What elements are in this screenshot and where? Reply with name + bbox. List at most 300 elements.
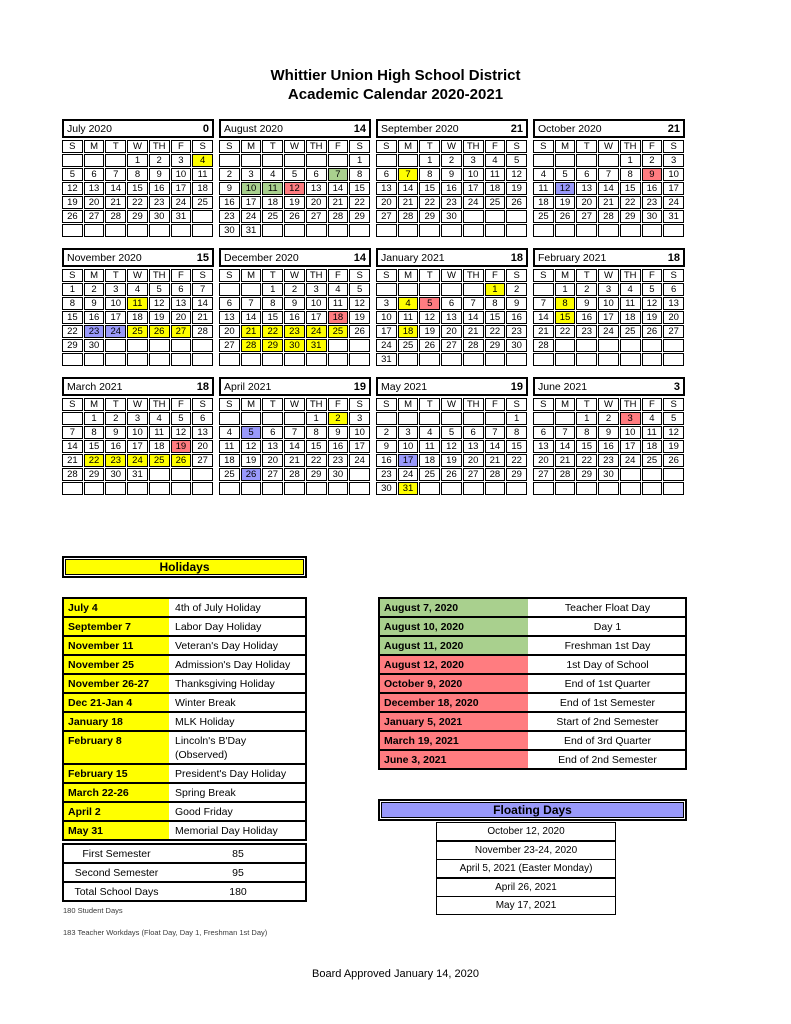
week-row bbox=[376, 311, 527, 324]
calendar-day-cell: 26 bbox=[663, 454, 684, 467]
calendar-day-cell bbox=[642, 353, 663, 366]
calendar-day-cell: 2 bbox=[642, 154, 663, 167]
calendar-day-cell bbox=[620, 339, 641, 352]
weekday-header: F bbox=[485, 398, 506, 411]
calendar-day-cell bbox=[598, 224, 619, 237]
calendar-day-cell bbox=[576, 224, 597, 237]
key-dates-table bbox=[378, 597, 687, 770]
calendar-day-cell bbox=[463, 482, 484, 495]
weekday-header: W bbox=[284, 140, 305, 153]
holiday-label: MLK Holiday bbox=[171, 713, 305, 730]
calendar-day-cell: 26 bbox=[62, 210, 83, 223]
weekday-header: F bbox=[171, 269, 192, 282]
weekday-header: S bbox=[376, 140, 397, 153]
calendar-day-cell: 7 bbox=[284, 426, 305, 439]
month-calendar bbox=[62, 377, 214, 496]
calendar-day-cell: 7 bbox=[533, 297, 554, 310]
calendar-day-cell: 26 bbox=[419, 339, 440, 352]
calendar-day-cell bbox=[485, 224, 506, 237]
calendar-day-cell bbox=[398, 154, 419, 167]
calendar-day-cell: 27 bbox=[84, 210, 105, 223]
weekday-header: TH bbox=[149, 269, 170, 282]
calendar-day-cell bbox=[463, 224, 484, 237]
key-date-row bbox=[380, 694, 685, 711]
month-name: March 2021 bbox=[67, 380, 123, 393]
calendar-day-cell: 13 bbox=[663, 297, 684, 310]
key-date: January 5, 2021 bbox=[380, 713, 528, 730]
key-date-row bbox=[380, 599, 685, 616]
month-day-count: 21 bbox=[510, 122, 523, 135]
month-header bbox=[219, 248, 371, 267]
week-row bbox=[219, 182, 370, 195]
week-row bbox=[62, 168, 213, 181]
calendar-day-cell bbox=[171, 224, 192, 237]
week-row bbox=[219, 454, 370, 467]
calendar-day-cell: 26 bbox=[642, 325, 663, 338]
calendar-day-cell: 18 bbox=[219, 454, 240, 467]
calendar-day-cell bbox=[506, 482, 527, 495]
calendar-day-cell bbox=[349, 224, 370, 237]
holiday-date: April 2 bbox=[64, 803, 169, 820]
calendar-day-cell: 16 bbox=[642, 182, 663, 195]
holiday-row bbox=[64, 675, 305, 692]
weekday-header-row bbox=[376, 140, 527, 153]
calendar-day-cell bbox=[62, 154, 83, 167]
calendar-day-cell: 26 bbox=[149, 325, 170, 338]
calendar-day-cell: 13 bbox=[219, 311, 240, 324]
holiday-label: Memorial Day Holiday bbox=[171, 822, 305, 839]
calendar-day-cell bbox=[506, 353, 527, 366]
calendar-day-cell: 24 bbox=[376, 339, 397, 352]
weekday-header: M bbox=[84, 398, 105, 411]
calendar-day-cell: 18 bbox=[192, 182, 213, 195]
weekday-header: T bbox=[105, 269, 126, 282]
calendar-day-cell bbox=[149, 468, 170, 481]
calendar-day-cell: 21 bbox=[192, 311, 213, 324]
calendar-day-cell: 2 bbox=[376, 426, 397, 439]
week-row bbox=[376, 325, 527, 338]
weekday-header: W bbox=[284, 398, 305, 411]
calendar-day-cell: 12 bbox=[149, 297, 170, 310]
calendar-day-cell: 28 bbox=[485, 468, 506, 481]
calendar-day-cell: 3 bbox=[398, 426, 419, 439]
calendar-day-cell bbox=[485, 353, 506, 366]
semester-row bbox=[64, 864, 305, 881]
calendar-day-cell: 30 bbox=[219, 224, 240, 237]
calendar-day-cell: 7 bbox=[328, 168, 349, 181]
weekday-header: TH bbox=[149, 140, 170, 153]
month-day-count: 14 bbox=[353, 251, 366, 264]
holiday-date: May 31 bbox=[64, 822, 169, 839]
calendar-day-cell bbox=[576, 339, 597, 352]
week-row bbox=[62, 412, 213, 425]
calendar-day-cell: 20 bbox=[463, 454, 484, 467]
calendar-day-cell: 26 bbox=[506, 196, 527, 209]
calendar-day-cell bbox=[620, 482, 641, 495]
calendar-day-cell bbox=[376, 283, 397, 296]
weekday-header: M bbox=[555, 398, 576, 411]
holiday-label: Lincoln's B'Day (Observed) bbox=[171, 732, 305, 763]
calendar-day-cell bbox=[555, 482, 576, 495]
month-day-count: 19 bbox=[353, 380, 366, 393]
key-date-label: End of 2nd Semester bbox=[530, 751, 685, 768]
calendar-day-cell bbox=[349, 339, 370, 352]
weekday-header: F bbox=[485, 140, 506, 153]
calendar-day-cell: 10 bbox=[663, 168, 684, 181]
week-row bbox=[219, 224, 370, 237]
key-date: March 19, 2021 bbox=[380, 732, 528, 749]
week-row bbox=[219, 339, 370, 352]
calendar-day-cell: 24 bbox=[663, 196, 684, 209]
calendar-day-cell: 18 bbox=[620, 311, 641, 324]
calendar-day-cell: 26 bbox=[171, 454, 192, 467]
calendar-day-cell: 16 bbox=[149, 182, 170, 195]
calendar-day-cell: 29 bbox=[576, 468, 597, 481]
calendar-day-cell: 10 bbox=[376, 311, 397, 324]
calendar-day-cell: 9 bbox=[576, 297, 597, 310]
calendar-day-cell: 8 bbox=[84, 426, 105, 439]
calendar-day-cell: 22 bbox=[127, 196, 148, 209]
calendar-day-cell: 8 bbox=[262, 297, 283, 310]
calendar-day-cell: 1 bbox=[62, 283, 83, 296]
week-row bbox=[376, 440, 527, 453]
calendar-day-cell: 30 bbox=[642, 210, 663, 223]
calendar-day-cell: 27 bbox=[376, 210, 397, 223]
key-date-label: Teacher Float Day bbox=[530, 599, 685, 616]
holiday-label: 4th of July Holiday bbox=[171, 599, 305, 616]
calendar-day-cell: 31 bbox=[241, 224, 262, 237]
calendar-day-cell: 18 bbox=[419, 454, 440, 467]
calendar-day-cell: 21 bbox=[463, 325, 484, 338]
calendar-day-cell: 1 bbox=[485, 283, 506, 296]
calendar-day-cell bbox=[262, 412, 283, 425]
month-name: June 2021 bbox=[538, 380, 588, 393]
calendar-day-cell: 21 bbox=[241, 325, 262, 338]
month-day-count: 18 bbox=[196, 380, 209, 393]
calendar-day-cell: 25 bbox=[192, 196, 213, 209]
calendar-day-cell: 27 bbox=[262, 468, 283, 481]
calendar-day-cell bbox=[127, 224, 148, 237]
holiday-row bbox=[64, 765, 305, 782]
calendar-day-cell bbox=[441, 353, 462, 366]
weekday-header: S bbox=[663, 140, 684, 153]
calendar-day-cell: 23 bbox=[576, 325, 597, 338]
floating-day-row bbox=[437, 823, 615, 840]
week-row bbox=[376, 468, 527, 481]
weekday-header: S bbox=[349, 140, 370, 153]
calendar-day-cell: 14 bbox=[533, 311, 554, 324]
months-grid bbox=[62, 119, 685, 496]
calendar-day-cell: 29 bbox=[419, 210, 440, 223]
calendar-day-cell: 14 bbox=[398, 182, 419, 195]
floating-day-row bbox=[437, 842, 615, 859]
calendar-day-cell: 29 bbox=[620, 210, 641, 223]
calendar-day-cell: 23 bbox=[441, 196, 462, 209]
calendar-day-cell bbox=[555, 224, 576, 237]
key-date-row bbox=[380, 713, 685, 730]
calendar-day-cell: 29 bbox=[349, 210, 370, 223]
weekday-header: W bbox=[598, 140, 619, 153]
calendar-day-cell: 19 bbox=[555, 196, 576, 209]
weekday-header: S bbox=[62, 140, 83, 153]
calendar-day-cell bbox=[171, 339, 192, 352]
calendar-day-cell: 6 bbox=[463, 426, 484, 439]
calendar-day-cell bbox=[284, 224, 305, 237]
calendar-day-cell: 16 bbox=[105, 440, 126, 453]
calendar-day-cell: 27 bbox=[171, 325, 192, 338]
calendar-day-cell: 19 bbox=[441, 454, 462, 467]
calendar-day-cell: 25 bbox=[419, 468, 440, 481]
calendar-day-cell: 12 bbox=[62, 182, 83, 195]
calendar-day-cell: 8 bbox=[576, 426, 597, 439]
calendar-day-cell: 2 bbox=[328, 412, 349, 425]
calendar-day-cell: 28 bbox=[463, 339, 484, 352]
calendar-day-cell: 4 bbox=[533, 168, 554, 181]
weekday-header-row bbox=[62, 398, 213, 411]
calendar-day-cell bbox=[241, 482, 262, 495]
month-calendar bbox=[533, 377, 685, 496]
calendar-day-cell: 1 bbox=[576, 412, 597, 425]
weekday-header: W bbox=[441, 269, 462, 282]
weekday-header: S bbox=[192, 398, 213, 411]
week-row bbox=[376, 482, 527, 495]
month-grid bbox=[375, 397, 528, 496]
key-date: August 10, 2020 bbox=[380, 618, 528, 635]
calendar-day-cell: 17 bbox=[105, 311, 126, 324]
weekday-header: S bbox=[219, 269, 240, 282]
calendar-day-cell: 18 bbox=[533, 196, 554, 209]
calendar-day-cell bbox=[262, 353, 283, 366]
month-grid bbox=[61, 268, 214, 367]
calendar-day-cell: 21 bbox=[533, 325, 554, 338]
calendar-day-cell: 31 bbox=[127, 468, 148, 481]
calendar-day-cell bbox=[419, 283, 440, 296]
weekday-header: M bbox=[398, 269, 419, 282]
month-header bbox=[219, 377, 371, 396]
month-header bbox=[533, 248, 685, 267]
calendar-day-cell: 20 bbox=[533, 454, 554, 467]
week-row bbox=[62, 482, 213, 495]
calendar-day-cell bbox=[84, 224, 105, 237]
holiday-date: September 7 bbox=[64, 618, 169, 635]
calendar-day-cell: 29 bbox=[262, 339, 283, 352]
key-date-row bbox=[380, 675, 685, 692]
month-header bbox=[533, 377, 685, 396]
weekday-header: TH bbox=[463, 398, 484, 411]
calendar-day-cell: 27 bbox=[306, 210, 327, 223]
weekday-header: M bbox=[555, 140, 576, 153]
weekday-header: T bbox=[419, 140, 440, 153]
month-grid bbox=[61, 397, 214, 496]
calendar-day-cell: 28 bbox=[105, 210, 126, 223]
calendar-day-cell bbox=[62, 412, 83, 425]
holiday-label: Spring Break bbox=[171, 784, 305, 801]
month-name: November 2020 bbox=[67, 251, 142, 264]
calendar-day-cell: 29 bbox=[485, 339, 506, 352]
calendar-day-cell bbox=[149, 339, 170, 352]
floating-day-row bbox=[437, 879, 615, 896]
calendar-day-cell bbox=[127, 353, 148, 366]
holiday-row bbox=[64, 784, 305, 801]
month-header bbox=[62, 119, 214, 138]
month-grid bbox=[532, 268, 685, 367]
holiday-row bbox=[64, 599, 305, 616]
weekday-header: S bbox=[506, 269, 527, 282]
calendar-day-cell: 18 bbox=[127, 311, 148, 324]
calendar-day-cell: 12 bbox=[506, 168, 527, 181]
calendar-day-cell: 13 bbox=[306, 182, 327, 195]
calendar-day-cell: 22 bbox=[555, 325, 576, 338]
calendar-day-cell: 25 bbox=[127, 325, 148, 338]
calendar-day-cell: 25 bbox=[149, 454, 170, 467]
month-day-count: 14 bbox=[353, 122, 366, 135]
calendar-day-cell: 15 bbox=[485, 311, 506, 324]
calendar-day-cell bbox=[463, 210, 484, 223]
calendar-day-cell: 8 bbox=[349, 168, 370, 181]
calendar-day-cell: 12 bbox=[349, 297, 370, 310]
calendar-day-cell: 1 bbox=[127, 154, 148, 167]
calendar-day-cell: 23 bbox=[506, 325, 527, 338]
calendar-day-cell: 22 bbox=[485, 325, 506, 338]
calendar-day-cell: 14 bbox=[284, 440, 305, 453]
calendar-day-cell: 17 bbox=[463, 182, 484, 195]
calendar-day-cell: 10 bbox=[241, 182, 262, 195]
holiday-label: President's Day Holiday bbox=[171, 765, 305, 782]
calendar-day-cell bbox=[149, 224, 170, 237]
key-date-label: 1st Day of School bbox=[530, 656, 685, 673]
week-row bbox=[219, 311, 370, 324]
calendar-day-cell: 2 bbox=[598, 412, 619, 425]
calendar-day-cell bbox=[219, 353, 240, 366]
calendar-day-cell: 19 bbox=[62, 196, 83, 209]
calendar-day-cell bbox=[663, 482, 684, 495]
calendar-day-cell bbox=[192, 482, 213, 495]
key-date: August 7, 2020 bbox=[380, 599, 528, 616]
weekday-header: S bbox=[663, 269, 684, 282]
weekday-header-row bbox=[219, 269, 370, 282]
month-grid bbox=[218, 139, 371, 238]
calendar-day-cell: 9 bbox=[105, 426, 126, 439]
week-row bbox=[62, 426, 213, 439]
calendar-day-cell bbox=[642, 224, 663, 237]
calendar-day-cell: 22 bbox=[620, 196, 641, 209]
calendar-day-cell: 23 bbox=[219, 210, 240, 223]
month-calendar bbox=[219, 377, 371, 496]
calendar-day-cell: 13 bbox=[376, 182, 397, 195]
floating-day-row bbox=[437, 860, 615, 877]
calendar-day-cell bbox=[241, 353, 262, 366]
calendar-day-cell bbox=[533, 482, 554, 495]
calendar-day-cell: 29 bbox=[62, 339, 83, 352]
calendar-day-cell: 14 bbox=[598, 182, 619, 195]
calendar-day-cell bbox=[533, 224, 554, 237]
calendar-day-cell: 5 bbox=[555, 168, 576, 181]
calendar-day-cell bbox=[620, 468, 641, 481]
calendar-day-cell bbox=[485, 412, 506, 425]
month-day-count: 21 bbox=[667, 122, 680, 135]
weekday-header: F bbox=[328, 269, 349, 282]
calendar-day-cell bbox=[105, 353, 126, 366]
calendar-day-cell bbox=[105, 339, 126, 352]
calendar-day-cell: 30 bbox=[328, 468, 349, 481]
calendar-day-cell: 18 bbox=[149, 440, 170, 453]
weekday-header: TH bbox=[620, 269, 641, 282]
holiday-date: February 8 bbox=[64, 732, 169, 763]
week-row bbox=[62, 210, 213, 223]
calendar-day-cell bbox=[620, 224, 641, 237]
weekday-header: S bbox=[219, 398, 240, 411]
weekday-header: W bbox=[127, 140, 148, 153]
calendar-day-cell: 28 bbox=[62, 468, 83, 481]
week-row bbox=[533, 154, 684, 167]
calendar-day-cell: 5 bbox=[419, 297, 440, 310]
month-header bbox=[62, 248, 214, 267]
calendar-day-cell: 22 bbox=[506, 454, 527, 467]
calendar-day-cell bbox=[192, 210, 213, 223]
calendar-day-cell: 12 bbox=[419, 311, 440, 324]
floating-days-section-title bbox=[378, 799, 687, 821]
month-calendar bbox=[533, 248, 685, 367]
calendar-day-cell bbox=[441, 482, 462, 495]
holiday-row bbox=[64, 713, 305, 730]
calendar-day-cell: 26 bbox=[284, 210, 305, 223]
semester-days-value: 180 bbox=[171, 883, 305, 900]
holiday-row bbox=[64, 694, 305, 711]
semester-days-value: 85 bbox=[171, 845, 305, 862]
weekday-header: T bbox=[105, 398, 126, 411]
semester-label: First Semester bbox=[64, 845, 169, 862]
holiday-label: Good Friday bbox=[171, 803, 305, 820]
key-date: August 12, 2020 bbox=[380, 656, 528, 673]
calendar-day-cell bbox=[398, 412, 419, 425]
month-header bbox=[62, 377, 214, 396]
calendar-day-cell: 2 bbox=[441, 154, 462, 167]
calendar-day-cell: 15 bbox=[84, 440, 105, 453]
calendar-day-cell: 6 bbox=[663, 283, 684, 296]
calendar-day-cell: 30 bbox=[149, 210, 170, 223]
calendar-day-cell: 19 bbox=[506, 182, 527, 195]
calendar-day-cell: 10 bbox=[398, 440, 419, 453]
calendar-day-cell: 2 bbox=[506, 283, 527, 296]
calendar-day-cell bbox=[241, 154, 262, 167]
calendar-day-cell: 13 bbox=[171, 297, 192, 310]
week-row bbox=[219, 196, 370, 209]
week-row bbox=[376, 339, 527, 352]
weekday-header: S bbox=[349, 398, 370, 411]
calendar-day-cell bbox=[533, 353, 554, 366]
calendar-day-cell: 25 bbox=[533, 210, 554, 223]
calendar-day-cell bbox=[376, 412, 397, 425]
calendar-day-cell: 25 bbox=[620, 325, 641, 338]
week-row bbox=[533, 283, 684, 296]
calendar-day-cell: 30 bbox=[598, 468, 619, 481]
calendar-day-cell: 27 bbox=[533, 468, 554, 481]
calendar-day-cell: 20 bbox=[663, 311, 684, 324]
calendar-day-cell bbox=[105, 154, 126, 167]
calendar-day-cell: 17 bbox=[171, 182, 192, 195]
calendar-day-cell: 7 bbox=[241, 297, 262, 310]
calendar-day-cell: 30 bbox=[441, 210, 462, 223]
calendar-day-cell: 2 bbox=[284, 283, 305, 296]
calendar-day-cell: 25 bbox=[219, 468, 240, 481]
calendar-day-cell bbox=[192, 468, 213, 481]
calendar-day-cell: 12 bbox=[555, 182, 576, 195]
weekday-header: T bbox=[419, 269, 440, 282]
calendar-day-cell bbox=[485, 210, 506, 223]
week-row bbox=[533, 311, 684, 324]
calendar-day-cell: 15 bbox=[576, 440, 597, 453]
calendar-day-cell bbox=[463, 283, 484, 296]
